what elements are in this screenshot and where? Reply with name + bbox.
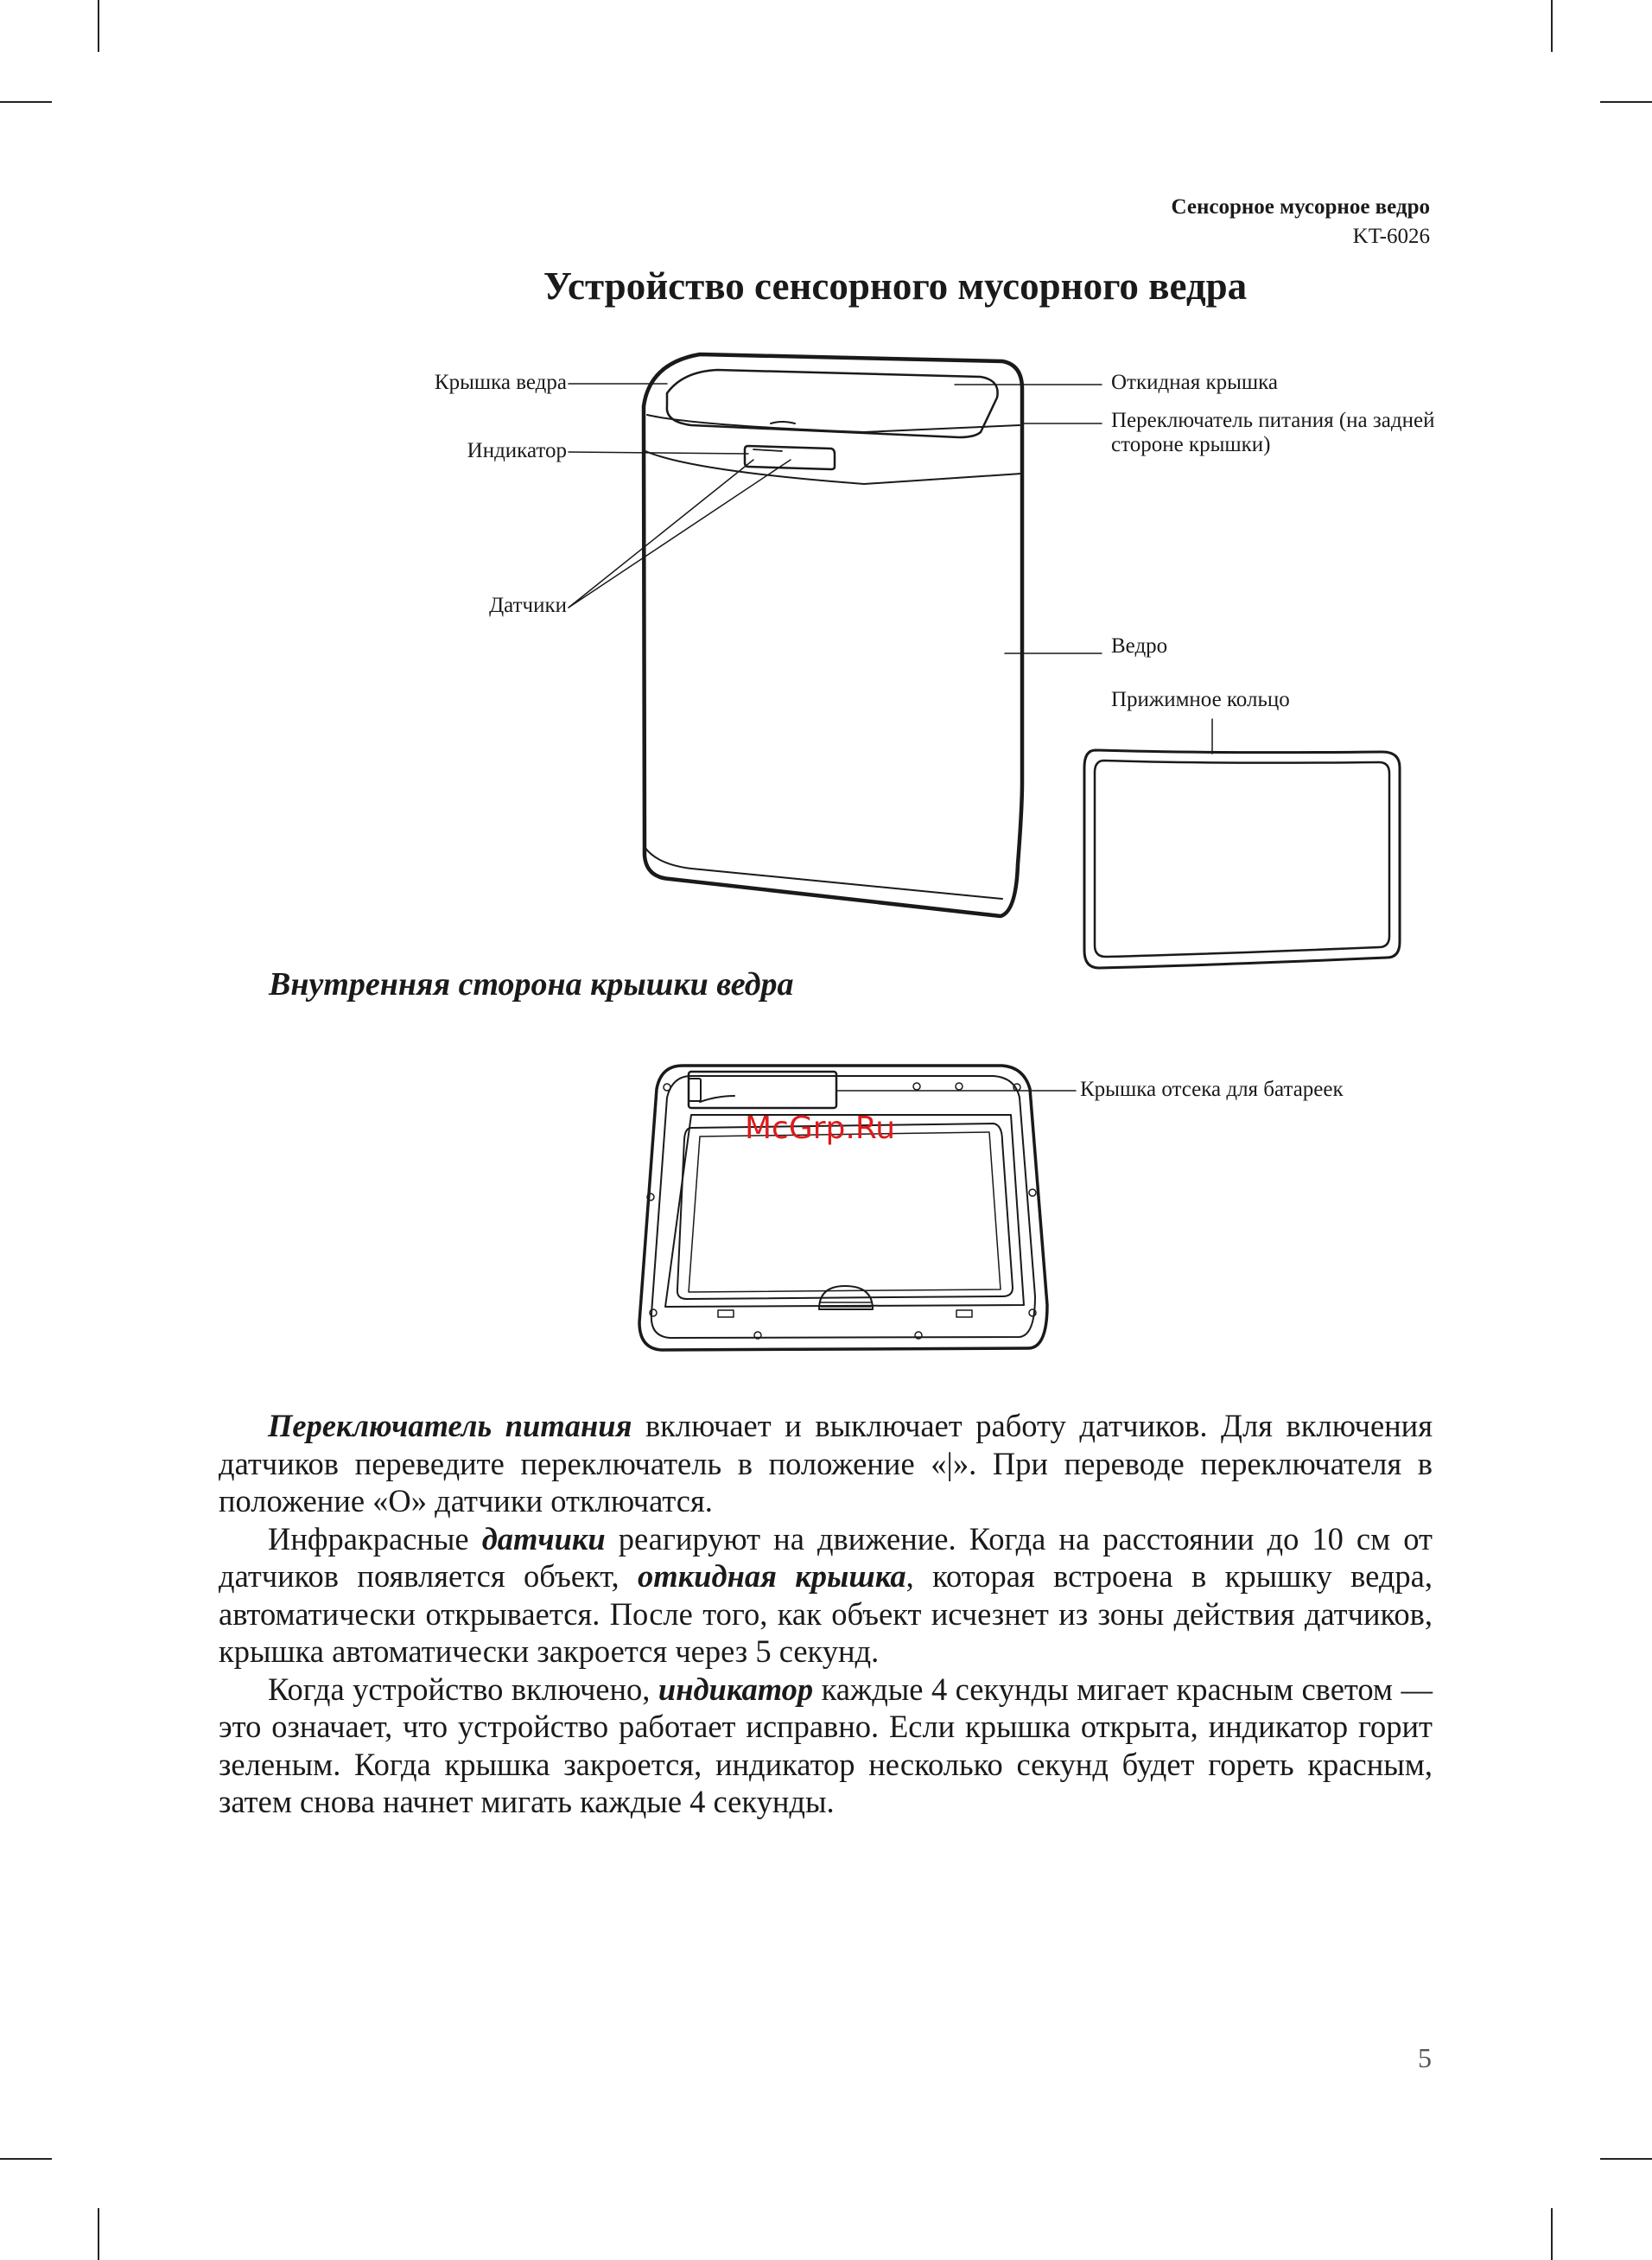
label-indicator: Индикатор (467, 439, 567, 462)
watermark: McGrp.Ru (745, 1111, 896, 1146)
body-text (219, 1407, 1433, 1821)
clamp-ring-drawing (1084, 750, 1400, 968)
term-indicator: индикатор (658, 1671, 814, 1707)
paragraph-power-switch: Переключатель питания включает и выключает работу датчиков. Для включения датчиков переведите переключатель в положение «|». При переводе переключателя в положение «O» датчики отключатся. (219, 1408, 1433, 1518)
header-product-title: Сенсорное мусорное ведро (1171, 195, 1430, 219)
page-title: Устройство сенсорного мусорного ведра (543, 264, 1248, 308)
trash-bin-drawing (644, 354, 1022, 916)
label-power-switch-line1: Переключатель питания (на задней (1111, 409, 1435, 432)
label-clamp-ring: Прижимное кольцо (1111, 688, 1290, 711)
page-number: 5 (1418, 2042, 1432, 2073)
label-battery-cover: Крышка отсека для батареек (1080, 1078, 1344, 1101)
header-model: KT-6026 (1352, 225, 1430, 248)
lid-inner-heading: Внутренняя сторона крышки ведра (269, 966, 794, 1003)
paragraph-indicator: Когда устройство включено, индикатор каждые 4 секунды мигает красным светом — это означает, что устройство работает исправно. Если крышка открыта, индикатор горит зеленым. Когда крышка закроется, индикатор несколько секунд будет гореть красным, затем снова начнет мигать каждые 4 секунды. (219, 1671, 1433, 1819)
inner-lid-drawing (639, 1066, 1076, 1350)
label-sensors: Датчики (489, 594, 567, 617)
label-power-switch-line2: стороне крышки) (1111, 433, 1271, 456)
paragraph-sensors: Инфракрасные датчики реагируют на движение. Когда на расстоянии до 10 см от датчиков появляется объект, откидная крышка, которая встроена в крышку ведра, автоматически открывается. После того, как объект исчезнет из зоны действия датчиков, крышка автоматически закроется через 5 секунд. (219, 1520, 1433, 1669)
label-flip-lid: Откидная крышка (1111, 371, 1279, 394)
term-power-switch: Переключатель питания (268, 1408, 632, 1443)
label-bucket: Ведро (1111, 634, 1168, 658)
term-sensors: датчики (481, 1520, 606, 1557)
term-flip-lid: откидная крышка (638, 1558, 906, 1594)
label-bucket-lid: Крышка ведра (434, 371, 567, 394)
